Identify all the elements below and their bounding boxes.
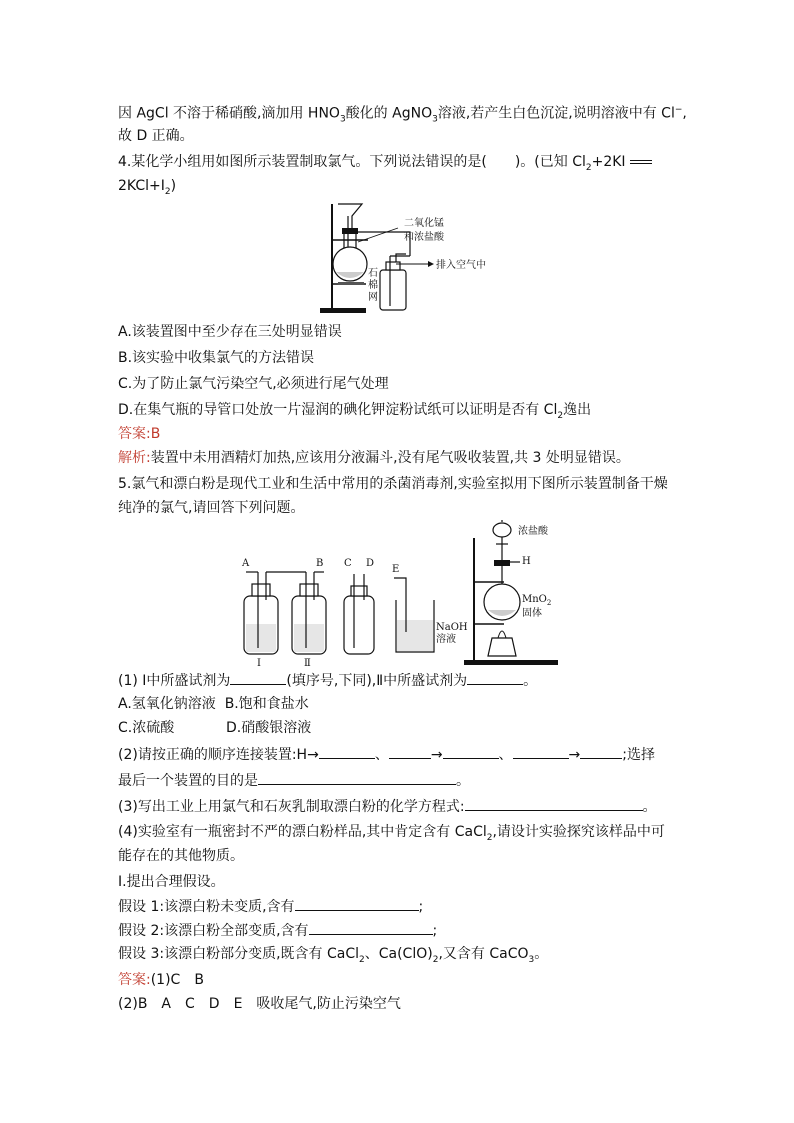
gauze-label-2: 棉 [368,280,378,291]
hypothesis-1: 假设 1:该漂白粉未变质,含有 ; [118,896,423,917]
drying-apparatus-figure [236,520,566,670]
part-4-cont: 能存在的其他物质。 [118,848,244,864]
port-label-b: B [316,558,324,569]
question-5-stem: 5.氯气和漂白粉是现代工业和生活中常用的杀菌消毒剂,实验室拟用下图所示装置制备干燥 [118,476,668,492]
answer-blank[interactable] [467,670,523,685]
answer-blank[interactable] [389,744,431,759]
answer-blank[interactable] [513,744,569,759]
port-label-c: C [344,558,352,569]
options-cd: C.浓硫酸 D.硝酸银溶液 [118,720,312,736]
hypothesis-3: 假设 3:该漂白粉部分变质,既含有 CaCl$_2$、$Ca(ClO)_2$,又含有 CaCO$_3$。 [118,946,549,965]
options-ab: A.氢氧化钠溶液 B.饱和食盐水 [118,696,309,712]
gauze-label-3: 网 [368,292,378,303]
hypothesis-2: 假设 2:该漂白粉全部变质,含有 ; [118,920,437,941]
part-2: (2)请按正确的顺序连接装置:H→ 、 → 、 → ;选择 [118,744,655,765]
naoh-label: NaOH [436,622,468,633]
answer-blank[interactable] [580,744,622,759]
port-label-e: E [392,564,400,575]
hcl-label: 浓盐酸 [518,526,548,537]
answer-blank[interactable] [309,920,433,935]
gauze-label-1: 石 [368,268,378,279]
reagent-label-line2: 和浓盐酸 [404,232,444,243]
option-b: B.该实验中收集氯气的方法错误 [118,350,315,366]
answer-blank[interactable] [258,770,456,785]
answer-blank[interactable] [319,744,375,759]
part-3: (3)写出工业上用氯气和石灰乳制取漂白粉的化学方程式: 。 [118,796,657,817]
mno2-label: MnO$_2$ [522,594,552,607]
option-d: D.在集气瓶的导管口处放一片湿润的碘化钾淀粉试纸可以证明是否有 $Cl_2$逸出 [118,402,592,421]
answer-blank[interactable] [465,796,643,811]
equals-sign [630,160,652,164]
question-4-stem-cont: $2KCl+I_2$) [118,178,177,197]
answer-5-2: (2)B A C D E 吸收尾气,防止污染空气 [118,996,401,1012]
reagent-label-line1: 二氧化锰 [404,218,444,229]
exhaust-label: 排入空气中 [436,260,486,271]
option-c: C.为了防止氯气污染空气,必须进行尾气处理 [118,376,389,392]
outlet-label-h: H [522,556,531,567]
text-line: 因 AgCl 不溶于稀硝酸,滴加用 $HNO_3$酸化的 AgNO$_3$溶液,若产生白色沉淀,说明溶液中有 Cl−, [118,105,687,125]
chlorine-apparatus-figure [318,198,488,320]
option-a: A.该装置图中至少存在三处明显错误 [118,324,342,340]
answer-blank[interactable] [230,670,286,685]
port-label-a: A [242,558,250,569]
solid-label: 固体 [522,608,542,619]
answer-4: 答案:B [118,426,161,442]
answer-blank[interactable] [295,896,419,911]
port-label-d: D [366,558,375,569]
text-line: 故 D 正确。 [118,128,194,144]
bottle-label-2: Ⅱ [304,658,311,669]
naoh-solution-label: 溶液 [436,634,456,645]
answer-5-1: 答案:(1)C B [118,972,204,988]
explanation-4: 解析:装置中未用酒精灯加热,应该用分液漏斗,没有尾气吸收装置,共 3 处明显错误。 [118,450,630,466]
bottle-label-1: Ⅰ [257,658,261,669]
hypothesis-heading: Ⅰ.提出合理假设。 [118,874,225,890]
question-5-stem-cont: 纯净的氯气,请回答下列问题。 [118,500,305,516]
part-2-cont: 最后一个装置的目的是 。 [118,770,470,791]
question-4-stem: 4.某化学小组用如图所示装置制取氯气。下列说法错误的是( )。(已知 $Cl_2+2KI$ [118,152,652,178]
part-1: (1) Ⅰ中所盛试剂为 (填序号,下同),Ⅱ中所盛试剂为 。 [118,670,537,691]
answer-blank[interactable] [443,744,499,759]
part-4: (4)实验室有一瓶密封不严的漂白粉样品,其中肯定含有 CaCl$_2$,请设计实验探究该样品中可 [118,824,665,843]
